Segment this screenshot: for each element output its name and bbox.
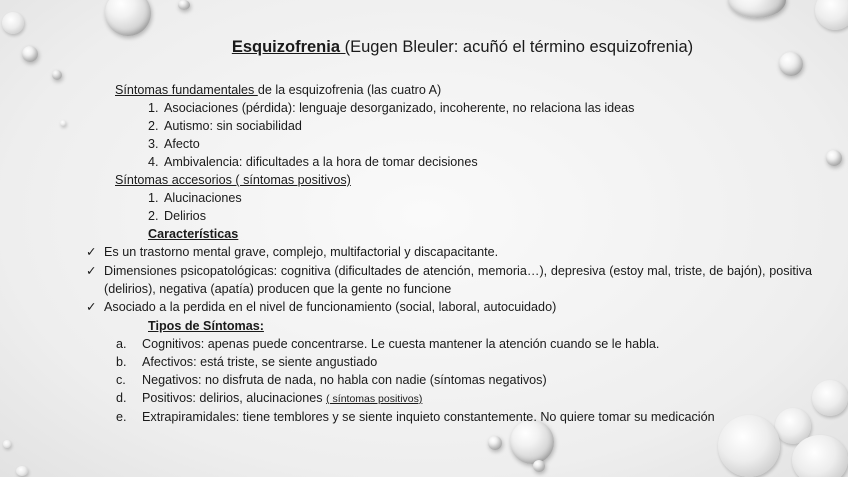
accesorios-heading: Síntomas accesorios ( síntomas positivos) <box>115 173 351 187</box>
checkmark-icon: ✓ <box>86 300 97 314</box>
list-item <box>116 408 715 426</box>
fundamentales-heading <box>115 81 441 99</box>
water-drop-decoration <box>488 436 502 450</box>
list-number: 1. <box>148 191 159 205</box>
list-number: 2. <box>148 119 159 133</box>
list-letter: d. <box>116 391 127 405</box>
list-item <box>116 371 547 389</box>
list-text: Afectivos: está triste, se siente angustiado <box>142 355 378 369</box>
list-text: Ambivalencia: dificultades a la hora de tomar decisiones <box>164 155 478 169</box>
list-item <box>148 99 634 117</box>
checkmark-icon: ✓ <box>86 264 97 278</box>
list-note: ( síntomas positivos) <box>326 393 423 405</box>
water-drop-decoration <box>812 380 848 416</box>
caracteristicas-heading: Características <box>148 227 239 241</box>
bullet-text: Es un trastorno mental grave, complejo, multifactorial y discapacitante. <box>104 245 499 259</box>
bullet-text: Asociado a la perdida en el nivel de funcionamiento (social, laboral, autocuidado) <box>104 300 557 314</box>
water-drop-decoration <box>510 420 554 464</box>
list-text: Alucinaciones <box>164 191 242 205</box>
list-item <box>116 353 377 371</box>
title-paren: ( <box>340 38 351 56</box>
water-drop-decoration <box>52 70 62 80</box>
checkmark-icon: ✓ <box>86 245 97 259</box>
list-text: Autismo: sin sociabilidad <box>164 119 302 133</box>
title-subtitle: Eugen Bleuler: acuñó el término esquizofrenia) <box>350 38 694 56</box>
list-item <box>148 135 200 153</box>
water-drop-decoration <box>16 466 28 476</box>
list-item <box>148 189 242 207</box>
list-letter: b. <box>116 355 127 369</box>
list-text: Delirios <box>164 209 206 223</box>
list-letter: e. <box>116 410 127 424</box>
water-drop-decoration <box>3 440 11 448</box>
list-number: 3. <box>148 137 159 151</box>
list-text: Negativos: no disfruta de nada, no habla con nadie (síntomas negativos) <box>142 373 547 387</box>
list-letter: c. <box>116 373 126 387</box>
list-text: Extrapiramidales: tiene temblores y se siente inquieto constantemente. No quiere tomar su medicación <box>142 410 715 424</box>
fundamentales-heading-label: Síntomas fundamentales <box>115 83 258 97</box>
list-item <box>116 335 659 353</box>
water-drop-decoration <box>2 12 24 34</box>
water-drop-decoration <box>178 0 190 10</box>
water-drop-decoration <box>60 120 66 126</box>
slide-title <box>0 38 848 57</box>
list-number: 4. <box>148 155 159 169</box>
list-letter: a. <box>116 337 127 351</box>
list-item <box>148 207 206 225</box>
list-number: 1. <box>148 101 159 115</box>
water-drop-decoration <box>533 460 545 472</box>
list-number: 2. <box>148 209 159 223</box>
water-drop-decoration <box>815 0 848 30</box>
water-drop-decoration <box>792 435 848 477</box>
list-text: Positivos: delirios, alucinaciones <box>142 391 327 405</box>
water-drop-decoration <box>728 0 786 18</box>
list-item <box>148 153 478 171</box>
list-item <box>148 117 302 135</box>
water-drop-decoration <box>105 0 151 36</box>
bullet-text: Dimensiones psicopatológicas: cognitiva (dificultades de atención, memoria…), depresiva (estoy mal, triste, de bajón), positiva (delirios), negativa (apatía) producen que la gente no funcione <box>104 264 812 296</box>
water-drop-decoration <box>718 415 780 477</box>
water-drop-decoration <box>826 150 842 166</box>
list-text: Afecto <box>164 137 200 151</box>
tipos-heading: Tipos de Síntomas: <box>148 319 264 333</box>
list-text: Asociaciones (pérdida): lenguaje desorganizado, incoherente, no relaciona las ideas <box>164 101 635 115</box>
fundamentales-heading-rest: de la esquizofrenia (las cuatro A) <box>257 83 442 97</box>
list-text: Cognitivos: apenas puede concentrarse. Le cuesta mantener la atención cuando se le habla. <box>142 337 660 351</box>
title-main: Esquizofrenia <box>231 38 341 56</box>
list-item <box>116 389 422 408</box>
